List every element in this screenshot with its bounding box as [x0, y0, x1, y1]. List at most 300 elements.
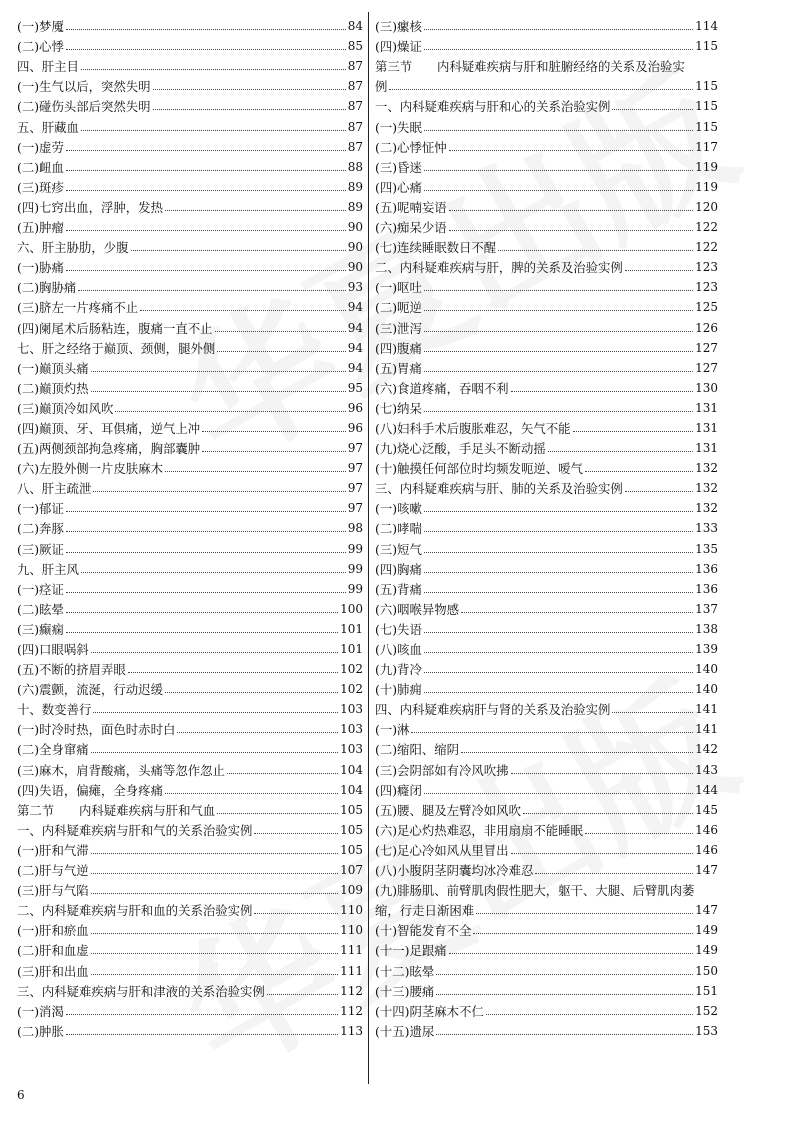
- toc-entry[interactable]: [17, 557, 363, 577]
- toc-page-number: 136: [695, 581, 718, 596]
- toc-page-number: 110: [340, 923, 363, 938]
- toc-entry-title: (六)咽喉异物感: [375, 601, 460, 617]
- toc-entry[interactable]: [375, 436, 718, 456]
- dot-leader: [91, 953, 338, 954]
- toc-page-number: 126: [695, 320, 718, 335]
- dot-leader: [66, 1034, 338, 1035]
- toc-entry-title: (一)淋: [375, 722, 410, 738]
- dot-leader: [473, 933, 693, 934]
- dot-leader: [165, 793, 338, 794]
- toc-entry[interactable]: [375, 677, 718, 697]
- toc-entry[interactable]: [375, 516, 718, 536]
- toc-entry-title: (十)肺痈: [375, 682, 422, 698]
- toc-entry-title: (八)妇科手术后腹胀难忍，矢气不能: [375, 420, 571, 436]
- toc-entry-title: 第三节 内科疑难疾病与肝和脏腑经络的关系及治验实: [375, 59, 685, 75]
- toc-page-number: 89: [347, 199, 363, 214]
- toc-entry-title: (三)短气: [375, 541, 422, 557]
- toc-entry-title: (十一)足跟痛: [375, 943, 447, 959]
- toc-entry-title: (九)背冷: [375, 662, 422, 678]
- toc-page-number: 145: [695, 802, 718, 817]
- column-divider: [368, 12, 369, 1084]
- toc-page-number: 122: [695, 240, 718, 255]
- toc-entry[interactable]: [17, 637, 363, 657]
- toc-entry[interactable]: [17, 336, 363, 356]
- toc-entry[interactable]: [17, 737, 363, 757]
- toc-entry-title-continued: 例: [375, 79, 388, 95]
- toc-page-number: 103: [340, 702, 363, 717]
- toc-entry[interactable]: [17, 114, 363, 134]
- toc-page-number: 90: [347, 260, 363, 275]
- toc-page-number: 117: [695, 139, 718, 154]
- toc-page-number: 131: [695, 400, 718, 415]
- toc-entry-title: (五)背痛: [375, 581, 422, 597]
- toc-page-number: 141: [695, 702, 718, 717]
- dot-leader: [81, 69, 346, 70]
- toc-page-number: 96: [347, 420, 363, 435]
- toc-entry-title: 一、内科疑难疾病与肝和气的关系治验实例: [17, 822, 253, 838]
- toc-entry[interactable]: [375, 155, 718, 175]
- toc-page-number: 97: [347, 441, 363, 456]
- dot-leader: [153, 109, 346, 110]
- dot-leader: [585, 471, 693, 472]
- dot-leader: [424, 672, 693, 673]
- toc-entry[interactable]: [375, 356, 718, 376]
- toc-entry-title: (五)肿瘤: [17, 220, 64, 236]
- toc-entry-title: (五)腰、腿及左臂冷如风吹: [375, 802, 521, 818]
- dot-leader: [389, 89, 693, 90]
- toc-page-number: 111: [340, 963, 363, 978]
- toc-entry[interactable]: [375, 617, 718, 637]
- toc-entry[interactable]: [17, 958, 363, 978]
- toc-page-number: 87: [347, 59, 363, 74]
- dot-leader: [424, 572, 693, 573]
- toc-entry-title: (三)斑疹: [17, 179, 64, 195]
- toc-entry[interactable]: [375, 255, 718, 275]
- toc-entry-title: (二)肝与气逆: [17, 863, 89, 879]
- dot-leader: [91, 371, 346, 372]
- toc-entry[interactable]: [375, 275, 718, 295]
- toc-entry[interactable]: [17, 717, 363, 737]
- toc-entry-title: (七)纳呆: [375, 400, 422, 416]
- toc-entry[interactable]: [375, 757, 718, 777]
- toc-entry-title: (二)肿胀: [17, 1023, 64, 1039]
- toc-page-number: 136: [695, 561, 718, 576]
- toc-entry[interactable]: [17, 778, 363, 798]
- toc-entry-title: (二)缩阳、缩阴: [375, 742, 460, 758]
- dot-leader: [511, 773, 694, 774]
- toc-entry-title: 八、肝主疏泄: [17, 481, 92, 497]
- toc-page-number: 137: [695, 601, 718, 616]
- toc-entry[interactable]: [375, 577, 718, 597]
- toc-page-number: 132: [695, 461, 718, 476]
- toc-entry[interactable]: [375, 416, 718, 436]
- toc-entry-title: (二)心悸怔忡: [375, 139, 447, 155]
- toc-entry-title: (五)两侧颈部拘急疼痛，胸部囊肿: [17, 441, 201, 457]
- toc-page-number: 119: [695, 179, 718, 194]
- toc-entry[interactable]: [17, 577, 363, 597]
- dot-leader: [91, 853, 338, 854]
- toc-entry[interactable]: [17, 74, 363, 94]
- toc-page-number: 99: [347, 541, 363, 556]
- toc-entry-title: (一)肝和瘀血: [17, 923, 89, 939]
- toc-entry-title: (四)巅顶、牙、耳俱痛，逆气上冲: [17, 420, 201, 436]
- toc-entry[interactable]: [17, 235, 363, 255]
- toc-entry-title: 三、内科疑难疾病与肝、肺的关系及治验实例: [375, 481, 623, 497]
- dot-leader: [511, 391, 694, 392]
- dot-leader: [93, 712, 338, 713]
- toc-entry[interactable]: [375, 979, 718, 999]
- toc-entry-title: (二)衄血: [17, 159, 64, 175]
- dot-leader: [115, 411, 345, 412]
- dot-leader: [449, 953, 693, 954]
- toc-page-number: 94: [347, 340, 363, 355]
- toc-entry[interactable]: [17, 175, 363, 195]
- toc-entry[interactable]: [17, 536, 363, 556]
- dot-leader: [424, 29, 693, 30]
- toc-page-number: 102: [340, 682, 363, 697]
- toc-entry[interactable]: [17, 416, 363, 436]
- dot-leader: [486, 1014, 693, 1015]
- page-number: 6: [17, 1088, 25, 1102]
- toc-page-number: 153: [695, 1023, 718, 1038]
- toc-entry-title: (一)咳嗽: [375, 501, 422, 517]
- toc-entry-title: (二)巅顶灼热: [17, 380, 89, 396]
- toc-entry[interactable]: [17, 657, 363, 677]
- toc-entry[interactable]: [375, 336, 718, 356]
- toc-entry-title: 十、数变善行: [17, 702, 92, 718]
- toc-entry[interactable]: [17, 838, 363, 858]
- toc-entry[interactable]: [17, 818, 363, 838]
- dot-leader: [66, 531, 346, 532]
- toc-entry[interactable]: [17, 878, 363, 898]
- dot-leader: [424, 49, 693, 50]
- toc-entry-title: (六)痴呆少语: [375, 220, 447, 236]
- toc-page-number: 90: [347, 220, 363, 235]
- toc-entry[interactable]: [17, 858, 363, 878]
- dot-leader: [227, 773, 338, 774]
- dot-leader: [66, 29, 346, 30]
- toc-page-number: 101: [340, 621, 363, 636]
- toc-page-number: 109: [340, 883, 363, 898]
- toc-page-number: 105: [340, 802, 363, 817]
- toc-entry-title: 四、肝主目: [17, 59, 79, 75]
- toc-entry-title: (五)呢喃妄语: [375, 199, 447, 215]
- toc-entry[interactable]: [17, 697, 363, 717]
- toc-entry-title: (十)智能发育不全: [375, 923, 472, 939]
- toc-entry[interactable]: [375, 215, 718, 235]
- toc-entry[interactable]: [375, 697, 718, 717]
- dot-leader: [254, 913, 338, 914]
- toc-entry[interactable]: [375, 778, 718, 798]
- toc-page-number: 96: [347, 400, 363, 415]
- toc-entry[interactable]: [17, 597, 363, 617]
- toc-entry-title: (四)心痛: [375, 179, 422, 195]
- toc-entry-title: (四)燥证: [375, 39, 422, 55]
- dot-leader: [424, 692, 693, 693]
- toc-entry[interactable]: [17, 94, 363, 114]
- toc-entry[interactable]: [375, 14, 718, 34]
- toc-entry[interactable]: [17, 757, 363, 777]
- toc-page-number: 102: [340, 662, 363, 677]
- toc-entry[interactable]: [17, 195, 363, 215]
- toc-entry[interactable]: [17, 255, 363, 275]
- toc-page-number: 87: [347, 79, 363, 94]
- dot-leader: [535, 873, 693, 874]
- toc-page-number: 88: [347, 159, 363, 174]
- toc-page-number: 115: [695, 99, 718, 114]
- toc-entry[interactable]: [375, 637, 718, 657]
- toc-entry[interactable]: [17, 396, 363, 416]
- dot-leader: [424, 632, 693, 633]
- toc-page-number: 123: [695, 260, 718, 275]
- toc-page-number: 139: [695, 642, 718, 656]
- toc-entry[interactable]: [375, 476, 718, 496]
- toc-entry[interactable]: [375, 999, 718, 1019]
- toc-page-number: 115: [695, 119, 718, 134]
- toc-entry[interactable]: [17, 356, 363, 376]
- toc-entry-title: (一)痉证: [17, 581, 64, 597]
- dot-leader: [424, 351, 693, 352]
- dot-leader: [424, 371, 693, 372]
- toc-entry[interactable]: [375, 54, 718, 94]
- toc-entry[interactable]: [375, 838, 718, 858]
- toc-entry[interactable]: [17, 516, 363, 536]
- toc-entry-title: (三)肝与气陷: [17, 883, 89, 899]
- toc-entry-title: (六)足心灼热难忍，非用扇扇不能睡眠: [375, 822, 583, 838]
- toc-entry[interactable]: [375, 456, 718, 476]
- toc-entry[interactable]: [17, 14, 363, 34]
- dot-leader: [93, 491, 345, 492]
- toc-page-number: 94: [347, 360, 363, 375]
- toc-page-number: 143: [695, 762, 718, 777]
- toc-entry-title: (一)时冷时热，面色时赤时白: [17, 722, 176, 738]
- toc-entry[interactable]: [375, 396, 718, 416]
- toc-entry-title: (五)不断的挤眉弄眼: [17, 662, 126, 678]
- toc-entry[interactable]: [17, 999, 363, 1019]
- toc-entry-title: (二)胸胁痛: [17, 280, 77, 296]
- toc-page-number: 100: [340, 601, 363, 616]
- toc-entry[interactable]: [375, 597, 718, 617]
- toc-entry[interactable]: [17, 215, 363, 235]
- toc-entry[interactable]: [375, 315, 718, 335]
- toc-entry[interactable]: [375, 34, 718, 54]
- dot-leader: [424, 310, 693, 311]
- toc-page-number: 84: [347, 19, 363, 34]
- toc-entry[interactable]: [375, 798, 718, 818]
- toc-entry[interactable]: [17, 275, 363, 295]
- dot-leader: [424, 652, 693, 653]
- toc-entry-title-continued: 缩，行走日渐困难: [375, 903, 475, 919]
- toc-entry[interactable]: [375, 135, 718, 155]
- toc-page-number: 112: [340, 983, 363, 998]
- toc-entry[interactable]: [17, 376, 363, 396]
- toc-entry[interactable]: [17, 436, 363, 456]
- toc-page-number: 93: [347, 280, 363, 295]
- toc-page-number: 115: [695, 39, 718, 54]
- toc-entry-title: (三)昏迷: [375, 159, 422, 175]
- dot-leader: [165, 471, 346, 472]
- dot-leader: [548, 451, 693, 452]
- toc-entry[interactable]: [17, 135, 363, 155]
- toc-entry-title: (二)心悸: [17, 39, 64, 55]
- toc-entry[interactable]: [17, 295, 363, 315]
- toc-entry[interactable]: [375, 295, 718, 315]
- toc-entry[interactable]: [17, 617, 363, 637]
- dot-leader: [66, 1014, 338, 1015]
- toc-entry-title: (一)消渴: [17, 1003, 64, 1019]
- toc-page-number: 112: [340, 1003, 363, 1018]
- toc-entry[interactable]: [17, 979, 363, 999]
- dot-leader: [66, 190, 346, 191]
- dot-leader: [449, 150, 693, 151]
- dot-leader: [625, 491, 693, 492]
- dot-leader: [66, 270, 346, 271]
- dot-leader: [66, 49, 346, 50]
- toc-entry-title: (二)全身窜痛: [17, 742, 89, 758]
- toc-entry-title: (三)脐左一片疼痛不止: [17, 300, 139, 316]
- dot-leader: [165, 692, 338, 693]
- toc-entry[interactable]: [375, 175, 718, 195]
- toc-page-number: 142: [695, 742, 718, 757]
- toc-entry[interactable]: [17, 54, 363, 74]
- toc-entry[interactable]: [375, 1019, 718, 1039]
- dot-leader: [153, 89, 346, 90]
- dot-leader: [424, 511, 693, 512]
- toc-entry[interactable]: [375, 536, 718, 556]
- toc-page-number: 120: [695, 199, 718, 214]
- dot-leader: [612, 109, 693, 110]
- toc-entry[interactable]: [375, 717, 718, 737]
- toc-entry-title: (十五)遗尿: [375, 1023, 435, 1039]
- toc-entry-title: (八)小腹阴茎阴囊均冰冷难忍: [375, 863, 534, 879]
- dot-leader: [424, 411, 693, 412]
- toc-right-column: [375, 14, 718, 1039]
- toc-entry-title: (四)腹痛: [375, 340, 422, 356]
- toc-page-number: 87: [347, 119, 363, 134]
- toc-entry-title: 三、内科疑难疾病与肝和津液的关系治验实例: [17, 983, 265, 999]
- dot-leader: [66, 230, 346, 231]
- toc-entry[interactable]: [375, 94, 718, 114]
- toc-entry[interactable]: [17, 918, 363, 938]
- dot-leader: [461, 752, 693, 753]
- dot-leader: [254, 833, 338, 834]
- toc-entry-title: (三)泄泻: [375, 320, 422, 336]
- toc-entry-title: (六)食道疼痛，吞咽不利: [375, 380, 509, 396]
- toc-entry[interactable]: [375, 918, 718, 938]
- toc-page-number: 152: [695, 1003, 718, 1018]
- toc-page-number: 87: [347, 139, 363, 154]
- toc-page-number: 140: [695, 682, 718, 697]
- toc-entry[interactable]: [17, 938, 363, 958]
- toc-entry[interactable]: [17, 315, 363, 335]
- toc-entry-title: (一)肝和气滞: [17, 842, 89, 858]
- toc-entry-title: (三)瘰核: [375, 19, 422, 35]
- toc-entry-title: (一)胁痛: [17, 260, 64, 276]
- toc-entry[interactable]: [375, 858, 718, 878]
- toc-entry[interactable]: [17, 155, 363, 175]
- toc-page-number: 87: [347, 99, 363, 114]
- toc-entry[interactable]: [17, 476, 363, 496]
- toc-entry[interactable]: [375, 557, 718, 577]
- toc-entry-title: (三)麻木，肩背酸痛，头痛等忽作忽止: [17, 762, 225, 778]
- dot-leader: [424, 190, 693, 191]
- toc-entry[interactable]: [17, 456, 363, 476]
- toc-page-number: 97: [347, 501, 363, 516]
- toc-page-number: 105: [340, 822, 363, 837]
- toc-page-number: 123: [695, 280, 718, 295]
- dot-leader: [511, 853, 694, 854]
- toc-entry[interactable]: [17, 798, 363, 818]
- toc-entry-title: 第二节 内科疑难疾病与肝和气血: [17, 802, 216, 818]
- toc-entry[interactable]: [375, 496, 718, 516]
- toc-entry-title: 四、内科疑难疾病肝与肾的关系及治验实例: [375, 702, 611, 718]
- toc-entry-title: (五)胃痛: [375, 360, 422, 376]
- dot-leader: [91, 933, 338, 934]
- toc-page-number: 107: [340, 863, 363, 878]
- toc-entry[interactable]: [375, 114, 718, 134]
- dot-leader: [140, 310, 346, 311]
- toc-entry[interactable]: [375, 195, 718, 215]
- toc-page-number: 99: [347, 561, 363, 576]
- toc-entry[interactable]: [375, 878, 718, 918]
- toc-entry[interactable]: [375, 818, 718, 838]
- toc-entry-title: (二)奔豚: [17, 521, 64, 537]
- toc-entry[interactable]: [17, 496, 363, 516]
- dot-leader: [436, 994, 693, 995]
- toc-page-number: 133: [695, 521, 718, 536]
- dot-leader: [436, 1034, 693, 1035]
- toc-page-number: 98: [347, 521, 363, 536]
- toc-page-number: 111: [340, 943, 363, 958]
- toc-entry[interactable]: [17, 677, 363, 697]
- toc-page-number: 135: [695, 541, 718, 556]
- dot-leader: [78, 290, 345, 291]
- dot-leader: [215, 331, 346, 332]
- dot-leader: [165, 210, 346, 211]
- toc-entry[interactable]: [375, 235, 718, 255]
- toc-entry[interactable]: [17, 1019, 363, 1039]
- dot-leader: [202, 431, 346, 432]
- toc-entry-title: (三)癫痫: [17, 621, 64, 637]
- dot-leader: [424, 592, 693, 593]
- dot-leader: [81, 130, 346, 131]
- toc-entry[interactable]: [375, 958, 718, 978]
- dot-leader: [424, 331, 693, 332]
- dot-leader: [91, 873, 338, 874]
- toc-page-number: 125: [695, 300, 718, 315]
- toc-page-number: 115: [695, 79, 718, 94]
- toc-page-number: 85: [347, 39, 363, 54]
- toc-entry-title: (三)肝和出血: [17, 963, 89, 979]
- toc-entry-title: 五、肝藏血: [17, 119, 79, 135]
- toc-page-number: 105: [340, 842, 363, 857]
- toc-entry-title: (一)失眠: [375, 119, 422, 135]
- toc-entry[interactable]: [375, 938, 718, 958]
- toc-entry-title: (一)巅顶头痛: [17, 360, 89, 376]
- toc-entry[interactable]: [17, 898, 363, 918]
- toc-entry[interactable]: [375, 376, 718, 396]
- toc-entry-title: (六)震颤，流涎，行动迟缓: [17, 682, 163, 698]
- toc-entry-title: (二)眩晕: [17, 601, 64, 617]
- toc-entry-title: (十二)眩晕: [375, 963, 435, 979]
- toc-entry[interactable]: [375, 657, 718, 677]
- toc-entry-title: 二、内科疑难疾病与肝和血的关系治验实例: [17, 903, 253, 919]
- toc-entry[interactable]: [17, 34, 363, 54]
- toc-page-number: 104: [340, 782, 363, 797]
- toc-page-number: 104: [340, 762, 363, 777]
- toc-entry-title: (一)生气以后，突然失明: [17, 79, 151, 95]
- toc-entry[interactable]: [375, 737, 718, 757]
